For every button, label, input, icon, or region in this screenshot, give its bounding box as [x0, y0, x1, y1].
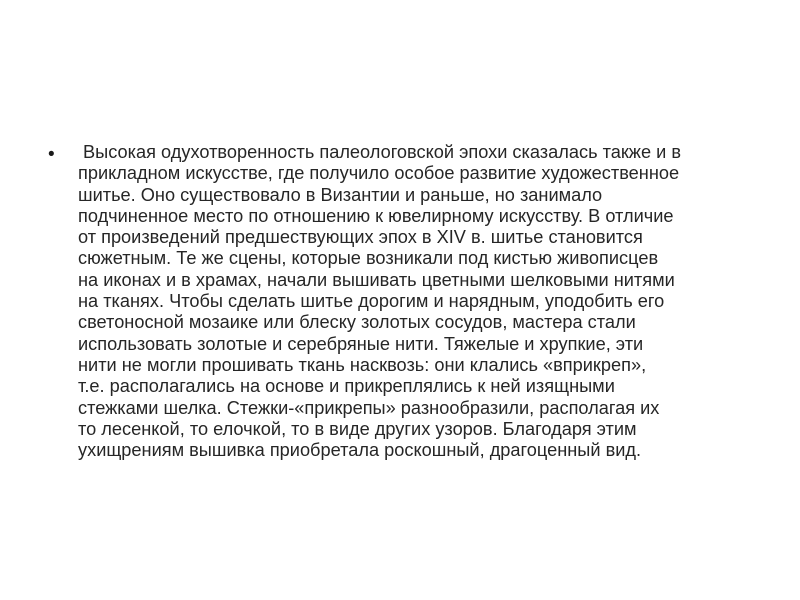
text-line: использовать золотые и серебряные нити. Тяжелые и хрупкие, эти: [78, 333, 644, 354]
text-line: от произведений предшествующих эпох в XIV в. шитье становится: [78, 227, 643, 248]
text-line: на тканях. Чтобы сделать шитье дорогим и нарядным, уподобить его: [78, 291, 665, 312]
text-line: ухищрениям вышивка приобретала роскошный, драгоценный вид.: [78, 440, 642, 461]
text-line: на иконах и в храмах, начали вышивать цветными шелковыми нитями: [78, 269, 675, 290]
text-line: шитье. Оно существовало в Византии и раньше, но занимало: [78, 184, 603, 205]
text-line: сюжетным. Те же сцены, которые возникали под кистью живописцев: [78, 248, 659, 269]
bullet-marker: •: [48, 144, 55, 165]
text-line: светоносной мозаике или блеску золотых сосудов, мастера стали: [78, 312, 636, 333]
text-line: т.е. располагались на основе и прикреплялись к ней изящными: [78, 376, 615, 397]
text-line: подчиненное место по отношению к ювелирному искусству. В отличие: [78, 205, 674, 226]
text-line: то лесенкой, то елочкой, то в виде других узоров. Благодаря этим: [78, 418, 637, 439]
text-line: нити не могли прошивать ткань насквозь: они клались «вприкреп»,: [78, 354, 647, 375]
paragraph-text: [78, 142, 758, 461]
text-line: Высокая одухотворенность палеологовской эпохи сказалась также и в: [78, 142, 682, 162]
text-line: стежками шелка. Стежки-«прикрепы» разнообразили, располагая их: [78, 397, 660, 418]
text-line: прикладном искусстве, где получило особое развитие художественное: [78, 163, 680, 184]
